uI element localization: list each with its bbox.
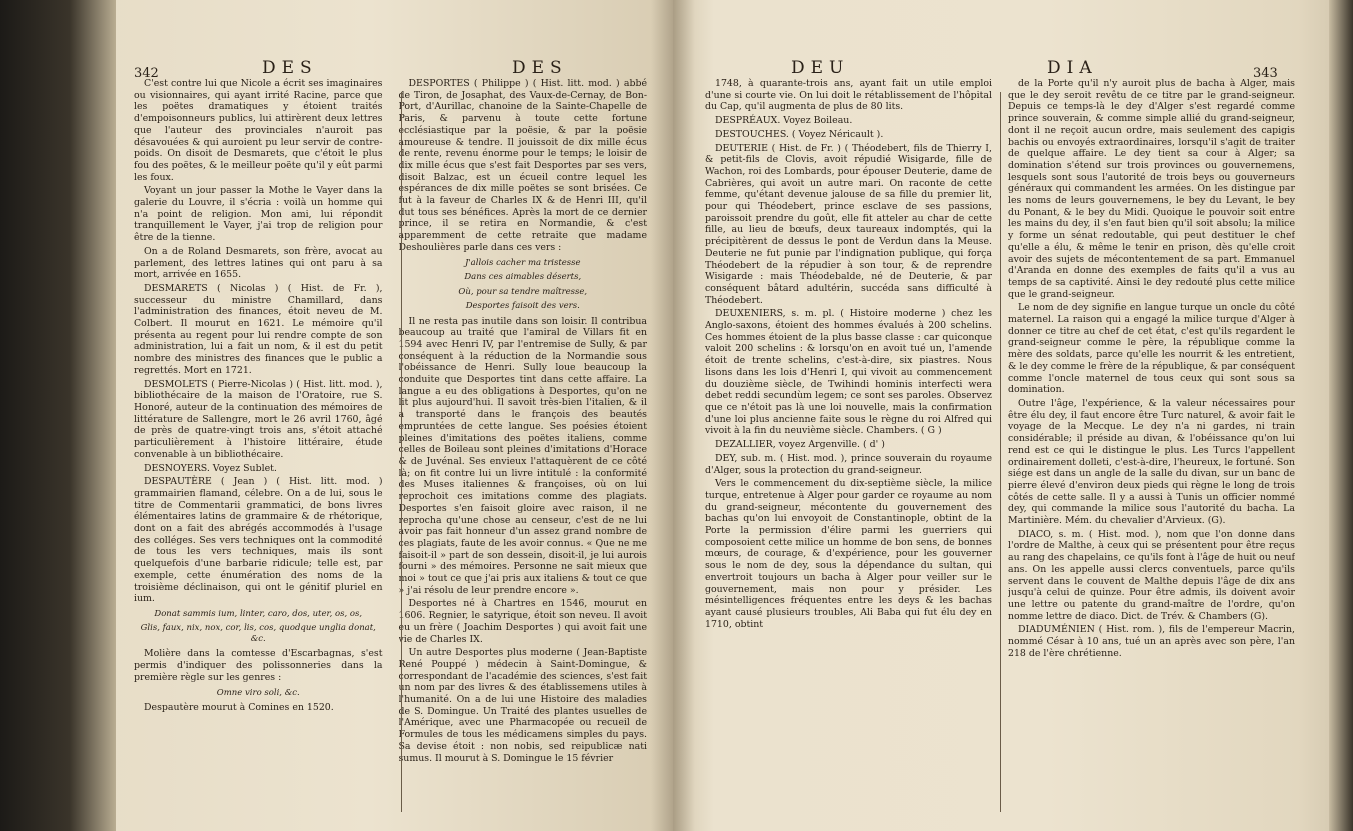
- verse-line: Où, pour sa tendre maîtresse,: [458, 286, 588, 297]
- paragraph: DESNOYERS. Voyez Sublet.: [144, 462, 277, 474]
- verse-line: Desportes faisoit des vers.: [465, 301, 580, 312]
- verse-line: Glis, faux, nix, nox, cor, lis, cos, quodque unglia donat, &c.: [140, 623, 376, 644]
- left-columns: [134, 78, 647, 818]
- paragraph: Vers le commencement du dix-septième siècle, la milice turque, entretenue à Alger pour garder ce royaume au nom du grand-seigneur, mécontente du gouvernement des bachas qu'on lui envoyoit de Constantinople, obtint de la Porte la permission d'élire parmi les guerriers qui composoient cette milice un homme de bon sens, de bonnes mœurs, de courage, & d'expérience, pour les gouverner sous le nom de dey, sous la dépendance du sultan, qui envertroit toujours un bacha à Alger pour veiller sur le gouvernement, mais non pour y présider. Les mésintelligences fréquentes entre les deys & les bachas ayant causé plusieurs troubles, Ali Baba qui fut élu dey en 1710, obtint: [705, 478, 992, 630]
- verse-line: Donat sammis ium, linter, caro, dos, uter, os, os,: [154, 608, 363, 619]
- paragraph: Le nom de dey signifie en langue turque un oncle du côté maternel. La raison qui a engagé la milice turque d'Alger à donner ce titre au chef de cet état, c'est qu'ils regardent le grand-seigneur comme le père, la république comme la mère des soldats, parce qu'elle les nourrit & les entretient, & le dey comme le frère de la république, & par conséquent comme l'oncle maternel de tous ceux qui sont sous sa domination.: [1008, 302, 1295, 396]
- paragraph: Outre l'âge, l'expérience, & la valeur nécessaires pour être élu dey, il faut encore être Turc naturel, & avoir fait le voyage de la Mecque. Le dey n'a ni gardes, ni train considérable; il préside au divan, & l'obéissance qu'on lui rend est ce qui le distingue le plus. Les Turcs l'appellent ordinairement dolleti, c'est-à-dire, l'heureux, le fortuné. Son siége est dans un angle de la salle du divan, sur un banc de pierre élevé d'environ deux pieds qui règne le long de trois côtés de cette salle. Il y a aussi à Tunis un officier nommé dey, qui commande la milice sous l'autorité du bacha. La Martinière. Mém. du chevalier d'Arvieux. (G).: [1008, 397, 1295, 527]
- left-page-number: 342: [134, 66, 159, 81]
- verse-line: Dans ces aimables déserts,: [464, 272, 582, 283]
- paragraph: DESPORTES ( Philippe ) ( Hist. litt. mod. ) abbé de Tiron, de Josaphat, des Vaux-de-Cernay, de Bon-Port, d'Aurillac, chanoine de la Sainte-Chapelle de Paris, & parvenu à toute cette fortune ecclésiastique par la poësie, & par la poësie amoureuse & tendre. Il jouissoit de dix mille écus de rente, revenu énorme pour le temps; le loisir de dix mille écus que s'est fait Desportes par ses vers, disoit Balzac, est un écueil contre lequel les espérances de dix mille poëtes se sont brisées. Ce fut à la faveur de Charles IX & de Henri III, qu'il dut tous ses bénéfices. Après la mort de ce dernier prince, il se retira en Normandie, & c'est apparemment de cette retraite que madame Deshoulières parle dans ces vers :: [398, 78, 647, 253]
- paragraph: 1748, à quarante-trois ans, ayant fait un utile emploi d'une si courte vie. On lui doit le rétablissement de l'hôpital du Cap, qu'il augmenta de plus de 80 lits.: [705, 78, 992, 113]
- paragraph: Molière dans la comtesse d'Escarbagnas, s'est permis d'indiquer des polissonneries dans la première règle sur les genres :: [134, 648, 383, 683]
- paragraph: Despautère mourut à Comines en 1520.: [144, 702, 334, 714]
- paragraph: C'est contre lui que Nicole a écrit ses imaginaires ou visionnaires, qui ayant irrité Racine, parce que les poëtes dramatiques y étoient traités d'empoisonneurs publics, lui attirèrent deux lettres que l'auteur des provinciales n'auroit pas désavouées & qui auroient pu leur servir de contre-poids. On disoit de Desmarets, que c'étoit le plus fou des poëtes, & le meilleur poëte qu'il y eût parmi les foux.: [134, 78, 383, 183]
- paragraph: DIADUMÉNIEN ( Hist. rom. ), fils de l'empereur Macrin, nommé César à 10 ans, tué un an après avec son père, l'an 218 de l'ère chrétienne.: [1008, 624, 1295, 659]
- right-gutter-shadow: [673, 0, 695, 831]
- verse-line: Omne viro soli, &c.: [216, 687, 300, 698]
- paragraph: DEUTERIE ( Hist. de Fr. ) ( Théodebert, fils de Thierry I, & petit-fils de Clovis, avoit répudié Wisigarde, fille de Wachon, roi des Lombards, pour épouser Deuterie, dame de Cabrières, qui avoit un autre mari. On raconte de cette femme, qu'étant devenue jalouse de sa fille du premier lit, pour qui Théodebert, prince esclave de ses passions, paroissoit prendre du goût, elle fit atteler au char de cette fille, au lieu de bœufs, deux taureaux indomptés, qui la précipitèrent de dessus le pont de Verdun dans la Meuse. Deuterie ne fut punie par l'indignation publique, qui força Théodebert de la répudier à son tour, & de reprendre Wisigarde : mais Théodebalde, né de Deuterie, & par conséquent bâtard adultérin, succéda sans difficulté à Théodebert.: [705, 142, 992, 306]
- left-page: [0, 0, 673, 831]
- paragraph: DIACO, s. m. ( Hist. mod. ), nom que l'on donne dans l'ordre de Malthe, à ceux qui se présentent pour être reçus au rang des chapelains, ce qu'ils font à l'âge de huit ou neuf ans. On les appelle aussi clercs conventuels, parce qu'ils servent dans le couvent de Malthe depuis l'âge de dix ans jusqu'à celui de quinze. Pour être admis, ils doivent avoir une lettre ou patente du grand-maître de l'ordre, qu'on nomme lettre de diaco. Dict. de Trév. & Chambers (G).: [1008, 528, 1295, 622]
- right-page: [673, 0, 1353, 831]
- right-column-1: [705, 78, 992, 818]
- paragraph: Voyant un jour passer la Mothe le Vayer dans la galerie du Louvre, il s'écria : voilà un homme qui n'a point de religion. Mon ami, lui répondit tranquillement le Vayer, j'ai trop de religion pour être de la tienne.: [134, 185, 383, 244]
- left-column-2: [399, 78, 648, 818]
- left-running-head-right: DES: [512, 58, 568, 78]
- paragraph: DEY, sub. m. ( Hist. mod. ), prince souverain du royaume d'Alger, sous la protection du grand-seigneur.: [705, 452, 992, 476]
- left-column-rule: [401, 92, 402, 812]
- left-running-head-left: DES: [262, 58, 318, 78]
- right-page-number: 343: [1253, 66, 1278, 81]
- left-gutter-shadow: [651, 0, 673, 831]
- paragraph: DESTOUCHES. ( Voyez Néricault ).: [715, 128, 884, 140]
- paragraph: DESMOLETS ( Pierre-Nicolas ) ( Hist. litt. mod. ), bibliothécaire de la maison de l'Oratoire, rue S. Honoré, auteur de la continuation des mémoires de littérature de Sallengre, mort le 26 avril 1760, âgé de près de quatre-vingt trois ans, s'étoit attaché particulièrement à l'histoire littéraire, étude convenable à un bibliothécaire.: [134, 378, 383, 460]
- left-page-edge: [0, 0, 116, 831]
- paragraph: Un autre Desportes plus moderne ( Jean-Baptiste René Pouppé ) médecin à Saint-Domingue, & correspondant de l'académie des sciences, s'est fait un nom par des livres & des établissemens utiles à l'humanité. On a de lui une Histoire des maladies de S. Domingue. Un Traité des plantes usuelles de l'Amérique, avec une Pharmacopée ou recueil de Formules de tous les médicamens simples du pays. Sa devise étoit : non nobis, sed reipublicæ nati sumus. Il mourut à S. Domingue le 15 février: [398, 647, 647, 764]
- right-running-head-left: DEU: [791, 58, 850, 78]
- paragraph: DEZALLIER, voyez Argenville. ( d' ): [715, 439, 885, 451]
- paragraph: DESPAUTÈRE ( Jean ) ( Hist. litt. mod. ) grammairien flamand, célebre. On a de lui, sous le titre de Commentarii grammatici, de bons livres élémentaires latins de grammaire & de rhétorique, dont on a fait des abrégés accommodés à l'usage des colléges. Ses vers techniques ont la commodité de tous les vers techniques, mais ils sont quelquefois d'une barbarie ridicule; telle est, par exemple, cette énumération des noms de la troisième déclinaison, qui ont le génitif pluriel en ium.: [134, 476, 383, 605]
- paragraph: DESMARETS ( Nicolas ) ( Hist. de Fr. ), successeur du ministre Chamillard, dans l'administration des finances, étoit neveu de M. Colbert. Il mourut en 1621. Le mémoire qu'il présenta au regent pour lui rendre compte de son administration, lui a fait un nom, & il est du petit nombre des ministres des finances que le public a regrettés. Mort en 1721.: [134, 282, 383, 376]
- paragraph: DESPRÉAUX. Voyez Boileau.: [715, 115, 853, 127]
- right-page-edge: [1329, 0, 1353, 831]
- paragraph: On a de Roland Desmarets, son frère, avocat au parlement, des lettres latines qui ont paru à sa mort, arrivée en 1655.: [134, 245, 383, 281]
- left-column-1: [134, 78, 383, 818]
- verse-line: J'allois cacher ma tristesse: [464, 257, 581, 268]
- paragraph: de la Porte qu'il n'y auroit plus de bacha à Alger, mais que le dey seroit revêtu de ce titre par le grand-seigneur. Depuis ce temps-là le dey d'Alger s'est regardé comme prince souverain, & comme simple allié du grand-seigneur, dont il ne reçoit aucun ordre, mais seulement des capigis bachis ou envoyés extraordinaires, lorsqu'il s'agit de traiter de quelque affaire. Le dey tient sa cour à Alger; sa domination s'étend sur trois provinces ou gouvernemens, lesquels sont sous l'autorité de trois beys ou gouverneurs généraux qui commandent les armées. On les distingue par les noms de leurs gouvernemens, le bey du Levant, le bey du Ponant, & le bey du Midi. Quoique le pouvoir soit entre les mains du dey, il s'en faut bien qu'il soit absolu; la milice y forme un sénat redoutable, qui peut destituer le chef qu'elle a élu, & même le tenir en prison, dès qu'elle croit avoir des sujets de mécontentement de sa part. Emmanuel d'Aranda en donne des exemples de faits qu'il a vus au temps de sa captivité. Ainsi le dey redouté plus cette milice que le grand-seigneur.: [1008, 78, 1295, 300]
- right-running-head-right: DIA: [1047, 58, 1098, 78]
- paragraph: Il ne resta pas inutile dans son loisir. Il contribua beaucoup au traité que l'amiral de Villars fit en 1594 avec Henri IV, par l'entremise de Sully, & par conséquent à la réduction de la Normandie sous l'obéissance de Henri. Sully loue beaucoup la conduite que Desportes tint dans cette affaire. La langue a eu des obligations à Desportes, qu'on ne lit plus aujourd'hui. Il savoit très-bien l'italien, & il a transporté dans le françois des beautés empruntées de cette langue. Ses poésies étoient pleines d'imitations des poëtes italiens, comme celles de Boileau sont pleines d'imitations d'Horace & de Juvénal. Ses envieux l'attaquèrent de ce côté là; on fit contre lui un livre intitulé : la conformité des Muses italiennes & françoises, où on lui reprochoit ces imitations comme des plagiats. Desportes s'en faisoit gloire avec raison, il ne reprocha qu'une chose au censeur, c'est de ne lui avoir pas fait honneur d'un assez grand nombre de ces plagiats, faute de les avoir connus. « Que ne me faisoit-il » part de son dessein, disoit-il, je lui aurois fourni » des mémoires. Personne ne sait mieux que moi » tout ce que j'ai pris aux italiens & tout ce que » j'ai résolu de leur prendre encore ».: [398, 315, 647, 596]
- right-column-rule: [1000, 92, 1001, 812]
- paragraph: Desportes né à Chartres en 1546, mourut en 1606. Regnier, le satyrique, étoit son neveu. Il avoit eu un frère ( Joachim Desportes ) qui avoit fait une vie de Charles IX.: [398, 598, 647, 645]
- right-column-2: [1008, 78, 1295, 818]
- paragraph: DEUXENIERS, s. m. pl. ( Histoire moderne ) chez les Anglo-saxons, étoient des hommes évalués à 200 schelins. Ces hommes étoient de la plus basse classe : car quiconque valoit 200 schelins : & lorsqu'on en avoit tué un, l'amende étoit de trente schelins, c'est-à-dire, six piastres. Nous lisons dans les lois d'Henri I, qui vivoit au commencement du douzième siècle, de Twihindi hominis interfecti wera debet reddi secundùm legem; ce sont ses paroles. Observez que ce n'étoit pas là une loi nouvelle, mais la confirmation d'une loi plus ancienne faite sous le règne du roi Alfred qui vivoit à la fin du neuvième siècle. Chambers. ( G ): [705, 308, 992, 437]
